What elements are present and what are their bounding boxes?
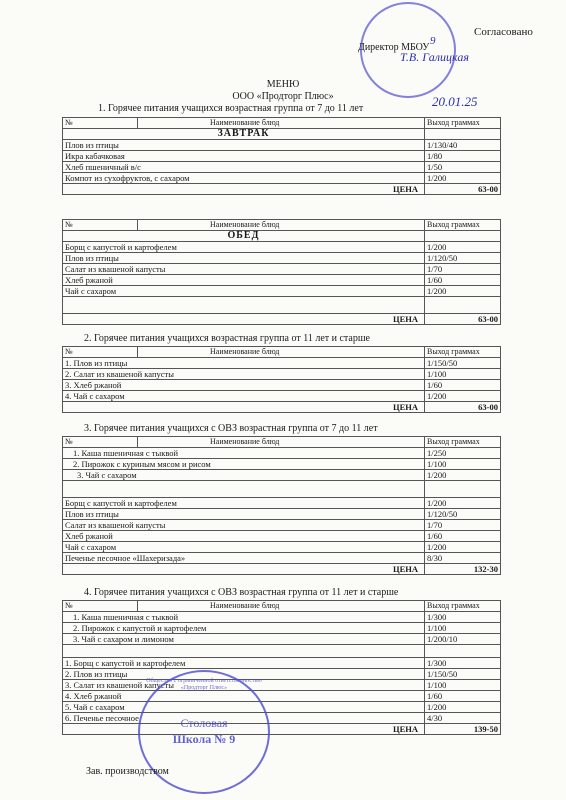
approval-date: 20.01.25 (432, 94, 478, 109)
price-value: 132-30 (425, 564, 501, 575)
table-row: 6. Печенье песочное 4/30 (63, 713, 501, 724)
table-row: 3. Хлеб ржаной 1/60 (63, 380, 501, 391)
agreed-label: Согласовано (474, 26, 533, 38)
price-label: ЦЕНА (63, 402, 425, 413)
breakfast-table (62, 117, 501, 195)
section-4-table (62, 600, 501, 735)
meal-heading-row (63, 231, 501, 242)
table-row: Салат из квашеной капусты 1/70 (63, 520, 501, 531)
table-header: № Наименование блюд Выход граммах (63, 437, 501, 448)
organization-name: ООО «Продторг Плюс» (232, 91, 334, 102)
table-row: Чай с сахаром 1/200 (63, 286, 501, 297)
table-row: 2. Салат из квашеной капусты 1/100 (63, 369, 501, 380)
stamp-line-1: Столовая (180, 716, 228, 730)
table-row: 2. Плов из птицы 1/150/50 (63, 669, 501, 680)
table-header: № Наименование блюд Выход граммах (63, 347, 501, 358)
table-row: 3. Салат из квашеной капусты 1/100 (63, 680, 501, 691)
table-row: Плов из птицы 1/120/50 (63, 509, 501, 520)
price-label: ЦЕНА (63, 724, 425, 735)
table-header: № Наименование блюд Выход граммах (63, 220, 501, 231)
table-row: Борщ с капустой и картофелем 1/200 (63, 498, 501, 509)
section-4-title: 4. Горячее питания учащихся с ОВЗ возрастная группа от 11 лет и старше (84, 587, 399, 598)
table-row: 4. Хлеб ржаной 1/60 (63, 691, 501, 702)
table-header: № Наименование блюд Выход граммах (63, 118, 501, 129)
section-3-title: 3. Горячее питания учащихся с ОВЗ возрастная группа от 7 до 11 лет (84, 423, 378, 434)
table-row: Хлеб ржаной 1/60 (63, 531, 501, 542)
meal-breakfast: ЗАВТРАК (63, 129, 425, 140)
table-row (63, 645, 501, 658)
table-row (63, 297, 501, 314)
price-row (63, 402, 501, 413)
table-row: Плов из птицы 1/130/40 (63, 140, 501, 151)
price-value: 63-00 (425, 184, 501, 195)
table-row: 3. Чай с сахаром 1/200 (63, 470, 501, 481)
section-1-title: 1. Горячее питания учащихся возрастная группа от 7 до 11 лет (98, 103, 364, 114)
table-row: 2. Пирожок с куриным мясом и рисом 1/100 (63, 459, 501, 470)
table-row: Борщ с капустой и картофелем 1/200 (63, 242, 501, 253)
table-row: Печенье песочное «Шахеризада» 8/30 (63, 553, 501, 564)
school-number: 9 (430, 35, 436, 47)
price-label: ЦЕНА (63, 564, 425, 575)
meal-lunch: ОБЕД (63, 231, 425, 242)
table-row: Салат из квашеной капусты 1/70 (63, 264, 501, 275)
table-row: 1. Борщ с капустой и картофелем 1/300 (63, 658, 501, 669)
table-row: 1. Каша пшеничная с тыквой 1/300 (63, 612, 501, 623)
menu-title: МЕНЮ (266, 79, 300, 90)
table-row: Плов из птицы 1/120/50 (63, 253, 501, 264)
price-row (63, 564, 501, 575)
price-value: 139-50 (425, 724, 501, 735)
lunch-table (62, 219, 501, 325)
price-row (63, 314, 501, 325)
price-label: ЦЕНА (63, 184, 425, 195)
table-row (63, 481, 501, 498)
meal-heading-row (63, 129, 501, 140)
director-signature: Т.В. Галицкая (400, 50, 469, 64)
table-row: 2. Пирожок с капустой и картофелем 1/100 (63, 623, 501, 634)
section-2-table (62, 346, 501, 413)
table-row: Хлеб пшеничный в/с 1/50 (63, 162, 501, 173)
table-row: Хлеб ржаной 1/60 (63, 275, 501, 286)
section-2-title: 2. Горячее питания учащихся возрастная группа от 11 лет и старше (84, 333, 370, 344)
price-label: ЦЕНА (63, 314, 425, 325)
table-header: № Наименование блюд Выход граммах (63, 601, 501, 612)
stamp-line-2: Школа № 9 (172, 732, 236, 746)
price-value: 63-00 (425, 314, 501, 325)
table-row: Икра кабачковая 1/80 (63, 151, 501, 162)
table-row: 4. Чай с сахаром 1/200 (63, 391, 501, 402)
production-manager-label: Зав. производством (86, 766, 169, 777)
director-label: Директор МБОУ (358, 42, 430, 53)
table-row: 3. Чай с сахаром и лимоном 1/200/10 (63, 634, 501, 645)
table-row: Чай с сахаром 1/200 (63, 542, 501, 553)
table-row: Компот из сухофруктов, с сахаром 1/200 (63, 173, 501, 184)
section-3-table (62, 436, 501, 575)
table-row: 1. Плов из птицы 1/150/50 (63, 358, 501, 369)
price-value: 63-00 (425, 402, 501, 413)
table-row: 5. Чай с сахаром 1/200 (63, 702, 501, 713)
table-row: 1. Каша пшеничная с тыквой 1/250 (63, 448, 501, 459)
price-row (63, 184, 501, 195)
stamp-ring-text: Общество с ограниченной ответственностью «Продторг Плюс» (146, 678, 262, 691)
price-row (63, 724, 501, 735)
